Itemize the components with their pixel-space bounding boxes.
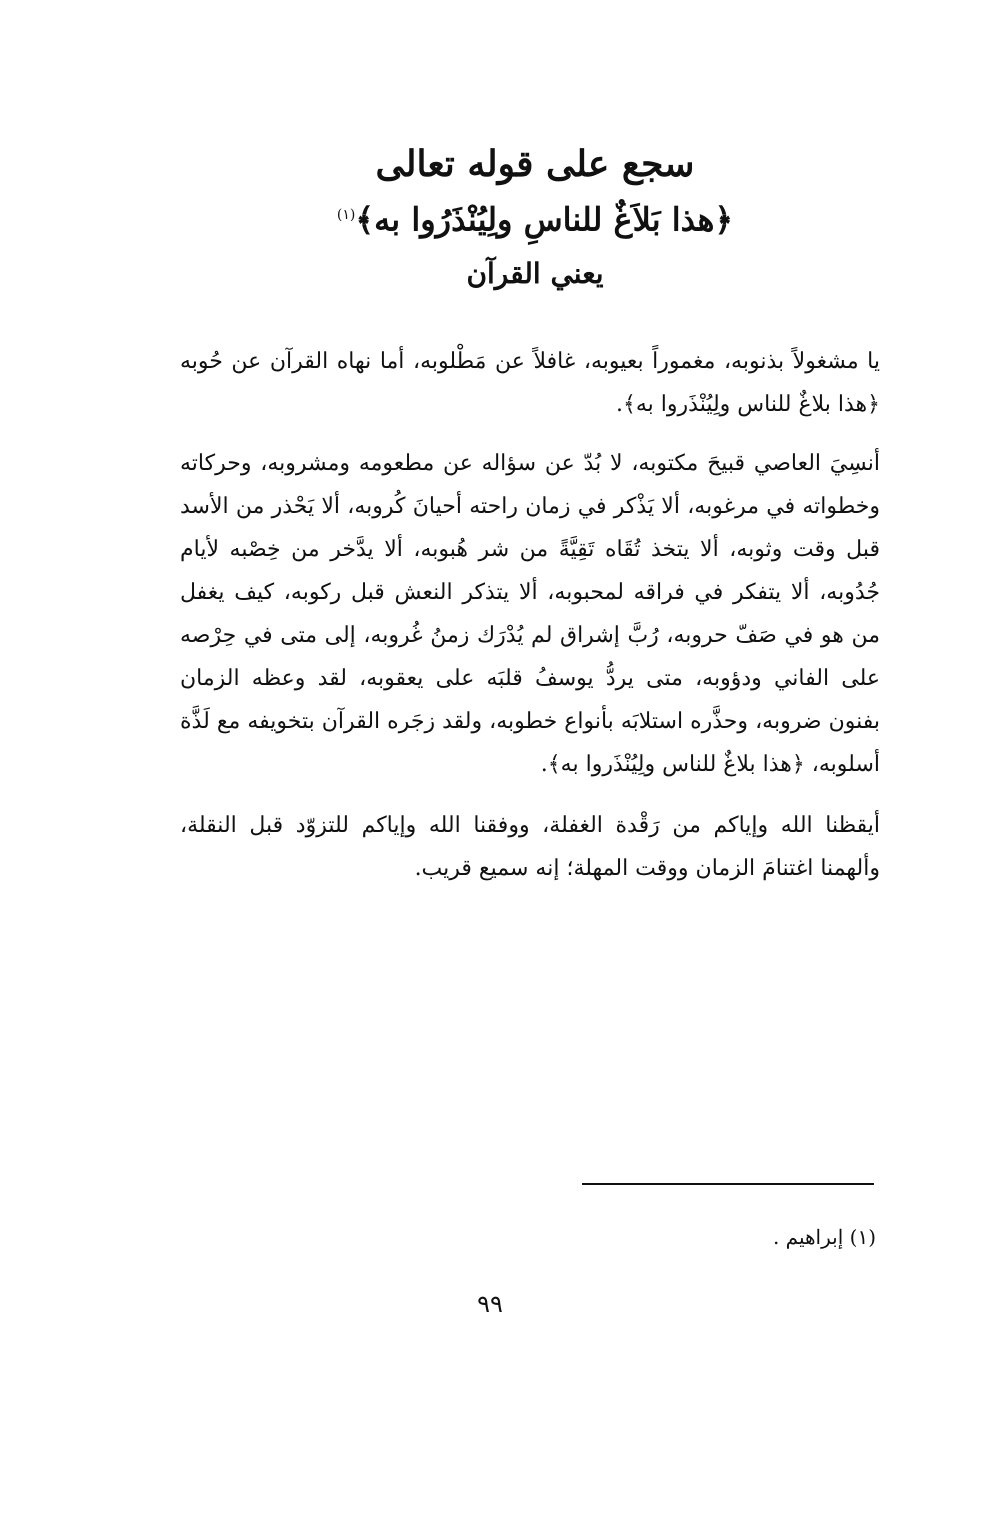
paragraph-3: أيقظنا الله وإياكم من رَقْدة الغفلة، ووفقنا الله وإياكم للتزوّد قبل النقلة، وألهمنا اغتنامَ الزمان ووقت المهلة؛ إنه سميع قريب. [180, 813, 880, 881]
footnote: (١) إبراهيم . [772, 1225, 876, 1249]
footnote-marker: (١) [336, 207, 356, 223]
footnote-divider [582, 1183, 874, 1185]
paragraph-2: أنسِيَ العاصي قبيحَ مكتوبه، لا بُدّ عن سؤاله عن مطعومه ومشروبه، وحركاته وخطواته في مرغوبه، ألا يَذْكر في زمان راحته أحيانَ كُروبه، ألا يَحْذر من الأسد قبل وقت وثوبه، ألا يتخذ تُقَاه تَقِيَّةً من شر هُبوبه، ألا يدَّخر من خِصْبه لأيام جُدُوبه، ألا يتفكر في فراقه لمحبوبه، ألا يتذكر النعش قبل ركوبه، كيف يغفل من هو في صَفّ حروبه، رُبَّ إشراق لم يُدْرَك زمنُ غُروبه، إلى متى في حِرْصه على الفاني ودؤوبه، متى يردُّ يوسفُ قلبَه على يعقوبه، لقد وعظه الزمان بفنون ضروبه، وحذَّره استلابَه بأنواع خطوبه، ولقد زجَره القرآن بتخويفه مع لَذَّة أسلوبه، ﴿هذا بلاغٌ للناس ولِيُنْذَروا به﴾. [180, 451, 880, 777]
chapter-subtitle: يعني القرآن [466, 257, 604, 290]
page-number: ٩٩ [477, 1290, 503, 1318]
paragraph-1: يا مشغولاً بذنوبه، مغموراً بعيوبه، غافلاً عن مَطْلوبه، أما نهاه القرآن عن حُوبه ﴿هذا بلاغٌ للناس ولِيُنْذَروا به﴾. [180, 349, 880, 417]
chapter-verse-heading [180, 192, 890, 243]
chapter-title: سجع على قوله تعالى [375, 143, 695, 185]
verse-text: ﴿هذا بَلاَغٌ للناسِ ولِيُنْذَرُوا به﴾ [355, 200, 734, 239]
